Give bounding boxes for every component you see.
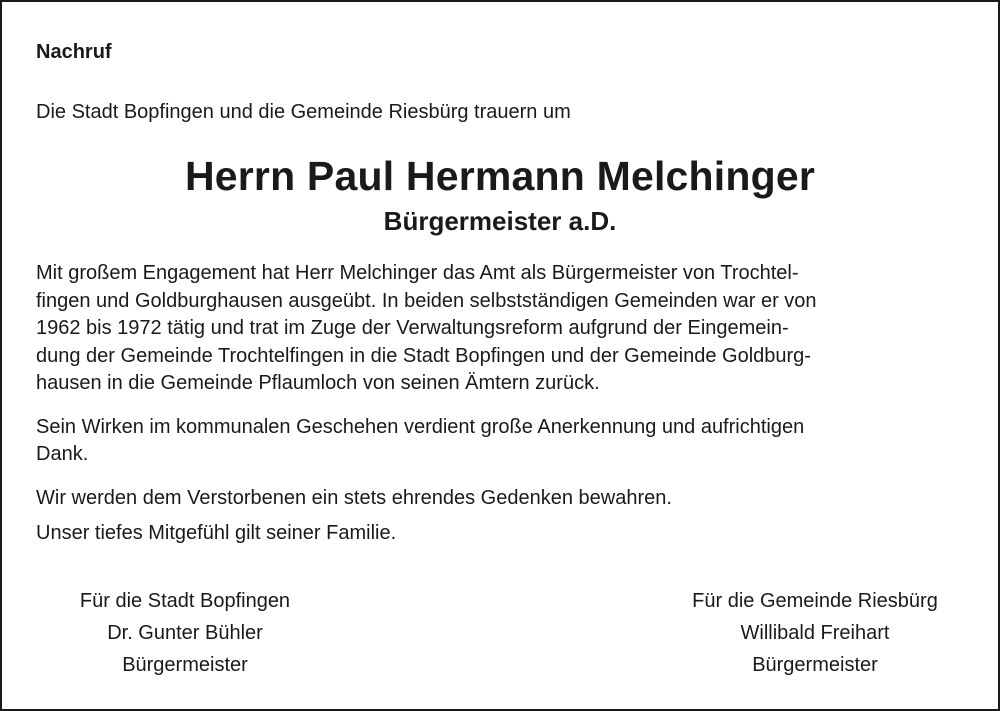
text-line: Wir werden dem Verstorbenen ein stets ehrendes Gedenken bewahren. [36, 486, 672, 509]
text-line: dung der Gemeinde Trochtelfingen in die Stadt Bopfingen und der Gemeinde Goldburg- [36, 344, 811, 367]
paragraph-tribute [36, 260, 966, 398]
text-line: 1962 bis 1972 tätig und trat im Zuge der Verwaltungsreform aufgrund der Eingemein- [36, 317, 789, 339]
signature-org: Für die Stadt Bopfingen [79, 590, 291, 612]
text-line: fingen und Goldburghausen ausgeübt. In beiden selbstständigen Gemeinden war er von [36, 289, 817, 312]
text-line: Unser tiefes Mitgefühl gilt seiner Familie. [36, 522, 397, 544]
signature-person: Dr. Gunter Bühler [107, 622, 263, 644]
deceased-title: Bürgermeister a.D. [383, 206, 617, 236]
text-line: Sein Wirken im kommunalen Geschehen verdient große Anerkennung und aufrichtigen [36, 415, 805, 438]
text-line: Mit großem Engagement hat Herr Melchinger das Amt als Bürgermeister von Trochtel- [36, 262, 799, 284]
notice-body [36, 260, 966, 548]
intro-text: Die Stadt Bopfingen und die Gemeinde Riesbürg trauern um [36, 101, 571, 123]
paragraph-gratitude [36, 414, 966, 469]
paragraph-condolence [36, 520, 966, 548]
notice-label: Nachruf [36, 41, 112, 63]
signature-riesbuerg [650, 585, 980, 681]
signature-title: Bürgermeister [752, 654, 878, 676]
paragraph-remembrance [36, 485, 966, 513]
signature-org: Für die Gemeinde Riesbürg [692, 590, 938, 612]
deceased-name: Herrn Paul Hermann Melchinger [184, 153, 816, 199]
text-line: Dank. [36, 443, 89, 465]
signature-person: Willibald Freihart [740, 622, 890, 644]
signature-title: Bürgermeister [122, 654, 248, 676]
text-line: hausen in die Gemeinde Pflaumloch von seinen Ämtern zurück. [36, 372, 600, 394]
signature-bopfingen [40, 585, 330, 681]
